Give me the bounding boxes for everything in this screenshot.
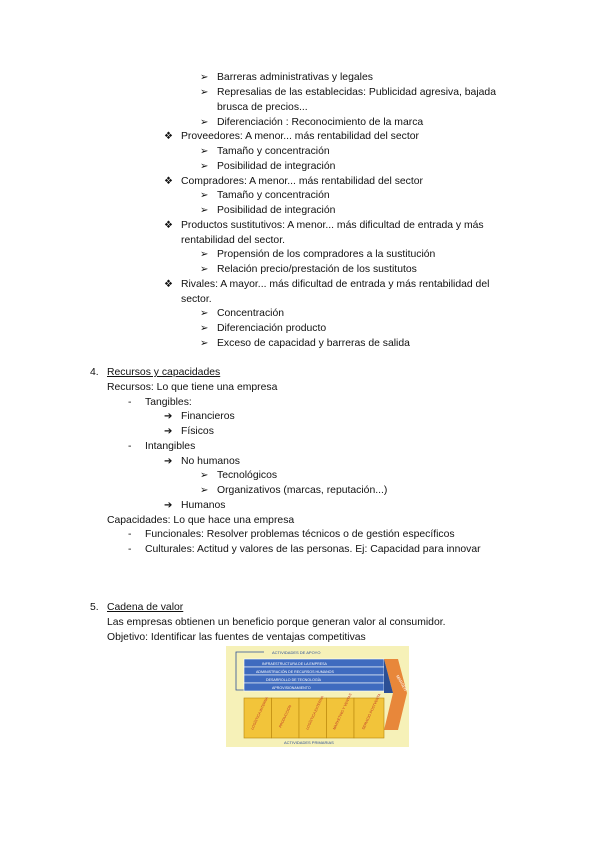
support-activities [244, 659, 384, 691]
rivales-label: Rivales: A mayor... más dificultad de entrada y más rentabilidad del [181, 279, 490, 290]
arrow-bullet-icon: ➔ [164, 500, 173, 511]
sustitutivos-label-cont: rentabilidad del sector. [181, 235, 285, 246]
support-row-label: INFRAESTRUCTURA DE LA EMPRESA [262, 662, 327, 666]
section-number: 4. [90, 367, 99, 378]
list-item: Tamaño y concentración [217, 190, 330, 201]
dash-bullet: - [128, 441, 132, 452]
arrowhead-bullet-icon: ➢ [200, 264, 209, 275]
arrowhead-bullet-icon: ➢ [200, 470, 209, 481]
support-row [244, 683, 384, 691]
intangibles-label: Intangibles [145, 441, 196, 452]
arrowhead-bullet-icon: ➢ [200, 205, 209, 216]
arrowhead-bullet-icon: ➢ [200, 146, 209, 157]
humanos-label: Humanos [181, 500, 226, 511]
primary-label: SERVICIO POSTVENTA [361, 692, 382, 731]
arrow-bullet-icon: ➔ [164, 456, 173, 467]
dash-bullet: - [128, 544, 132, 555]
primary-activities [244, 692, 384, 738]
list-item: Diferenciación : Reconocimiento de la marca [217, 117, 424, 128]
list-item: Posibilidad de integración [217, 161, 336, 172]
recursos-definition: Recursos: Lo que tiene una empresa [107, 382, 278, 393]
primary-activities-label: ACTIVIDADES PRIMARIAS [284, 740, 334, 745]
list-item: Barreras administrativas y legales [217, 72, 373, 83]
primary-label: PRODUCCIÓN [278, 704, 293, 729]
dash-bullet: - [128, 397, 132, 408]
primary-label: LOGÍSTICA EXTERNA [305, 695, 325, 731]
list-item: Organizativos (marcas, reputación...) [217, 485, 388, 496]
arrowhead-bullet-icon: ➢ [200, 323, 209, 334]
proveedores-label: Proveedores: A menor... más rentabilidad del sector [181, 131, 419, 142]
sustitutivos-label: Productos sustitutivos: A menor... más dificultad de entrada y más [181, 220, 484, 231]
list-item: Tecnológicos [217, 470, 278, 481]
list-item: Culturales: Actitud y valores de las personas. Ej: Capacidad para innovar [145, 544, 481, 555]
list-item: Financieros [181, 411, 235, 422]
arrowhead-bullet-icon: ➢ [200, 190, 209, 201]
section-number: 5. [90, 602, 99, 613]
list-item-continuation: brusca de precios... [217, 102, 308, 113]
support-activities-label: ACTIVIDADES DE APOYO [272, 650, 321, 655]
list-item: Posibilidad de integración [217, 205, 336, 216]
section-title: Recursos y capacidades [107, 367, 221, 378]
list-item: Concentración [217, 308, 285, 319]
list-item: Represalias de las establecidas: Publicidad agresiva, bajada [217, 87, 496, 98]
arrowhead-bullet-icon: ➢ [200, 87, 209, 98]
no-humanos-label: No humanos [181, 456, 240, 467]
primary-label: LOGÍSTICA INTERNA [250, 696, 270, 731]
tangibles-label: Tangibles: [145, 397, 192, 408]
support-row-label: ADMINISTRACIÓN DE RECURSOS HUMANOS [256, 670, 334, 674]
arrowhead-bullet-icon: ➢ [200, 249, 209, 260]
arrowhead-bullet-icon: ➢ [200, 308, 209, 319]
arrowhead-bullet-icon: ➢ [200, 161, 209, 172]
diamond-bullet-icon: ❖ [164, 176, 173, 187]
diamond-bullet-icon: ❖ [164, 220, 173, 231]
arrowhead-bullet-icon: ➢ [200, 338, 209, 349]
list-item: Físicos [181, 426, 214, 437]
arrowhead-bullet-icon: ➢ [200, 72, 209, 83]
list-item: Funcionales: Resolver problemas técnicos o de gestión específicos [145, 529, 455, 540]
arrow-bullet-icon: ➔ [164, 426, 173, 437]
section-title: Cadena de valor [107, 602, 184, 613]
capacidades-definition: Capacidades: Lo que hace una empresa [107, 515, 295, 526]
diamond-bullet-icon: ❖ [164, 279, 173, 290]
body-text: Objetivo: Identificar las fuentes de ventajas competitivas [107, 632, 366, 643]
body-text: Las empresas obtienen un beneficio porque generan valor al consumidor. [107, 617, 446, 628]
list-item: Diferenciación producto [217, 323, 327, 334]
arrowhead-bullet-icon: ➢ [200, 117, 209, 128]
primary-label: MARKETING Y VENTAS [332, 692, 353, 731]
rivales-label-cont: sector. [181, 294, 212, 305]
dash-bullet: - [128, 529, 132, 540]
list-item: Tamaño y concentración [217, 146, 330, 157]
arrowhead-bullet-icon: ➢ [200, 485, 209, 496]
margin-label: MARGEN [395, 674, 409, 692]
arrow-bullet-icon: ➔ [164, 411, 173, 422]
support-row-label: APROVISIONAMIENTO [272, 686, 311, 690]
value-chain-diagram [226, 646, 409, 747]
list-item: Relación precio/prestación de los sustitutos [217, 264, 417, 275]
support-row-label: DESARROLLO DE TECNOLOGÍA [266, 678, 322, 682]
list-item: Propensión de los compradores a la sustitución [217, 249, 436, 260]
list-item: Exceso de capacidad y barreras de salida [217, 338, 410, 349]
compradores-label: Compradores: A menor... más rentabilidad del sector [181, 176, 423, 187]
diamond-bullet-icon: ❖ [164, 131, 173, 142]
